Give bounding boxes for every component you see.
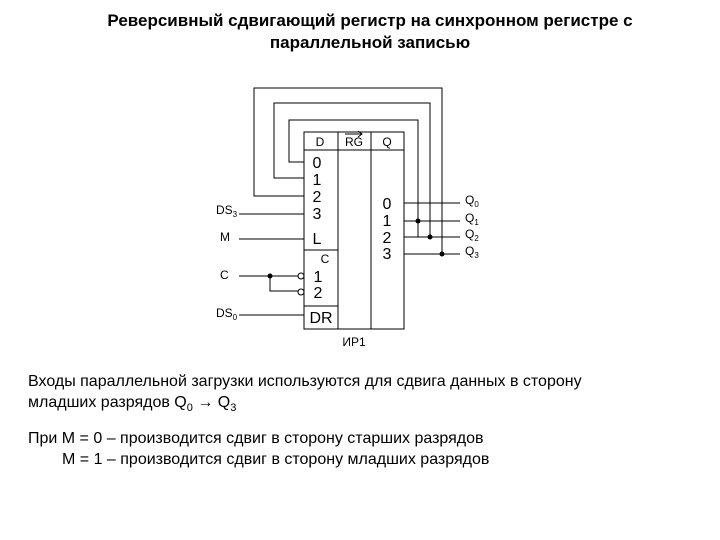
label-ds3: $DS_3$ — [216, 203, 238, 219]
wire-loop-d2 — [254, 88, 442, 254]
label-q1: $Q_1$ — [465, 211, 479, 227]
q-output-1: 1 — [382, 213, 392, 230]
label-q3: $Q_3$ — [465, 244, 479, 260]
label-c: C — [220, 268, 229, 282]
d-input-0: 0 — [312, 155, 322, 172]
junction-q3 — [440, 252, 445, 257]
header-d: D — [315, 135, 325, 149]
clock-label: C — [320, 252, 330, 266]
header-q: Q — [382, 135, 392, 149]
title-line-2: параллельной записью — [269, 33, 471, 52]
label-q0: $Q_0$ — [465, 193, 479, 209]
p1-line-2: младших разрядов $Q_0 \to Q_3$ — [28, 394, 237, 415]
paragraph-mode — [28, 428, 698, 470]
title-line-1: Реверсивный сдвигающий регистр на синхронном регистре с — [107, 11, 633, 30]
q-output-2: 2 — [382, 230, 392, 247]
junction-c — [268, 274, 273, 279]
d-input-1: 1 — [312, 172, 322, 189]
label-q2: $Q_2$ — [465, 227, 479, 243]
header-rg: RG — [345, 135, 363, 149]
wire-loop-d1 — [274, 103, 430, 237]
d-input-2: 2 — [312, 189, 322, 206]
d-input-3: 3 — [312, 206, 322, 223]
q-output-0: 0 — [382, 196, 392, 213]
p2-line-2: M = 1 – производится сдвиг в сторону младших разрядов — [62, 451, 490, 468]
junction-q1 — [416, 219, 421, 224]
load-label: L — [312, 231, 322, 248]
dr-label: DR — [309, 310, 333, 327]
clock-input-1: 1 — [313, 269, 323, 286]
paragraph-parallel-load — [28, 371, 698, 419]
p1-line-1: Входы параллельной загрузки используются для сдвига данных в сторону — [28, 373, 582, 390]
clock-inversion-1 — [298, 273, 304, 279]
label-m: M — [220, 230, 230, 244]
q-output-3: 3 — [382, 246, 392, 263]
p2-line-1: При M = 0 – производится сдвиг в сторону старших разрядов — [28, 430, 484, 447]
wire-c2 — [239, 276, 298, 291]
chip-name: ИР1 — [342, 335, 366, 349]
clock-inversion-2 — [298, 289, 304, 295]
label-ds0: $DS_0$ — [216, 306, 238, 322]
junction-q2 — [428, 235, 433, 240]
clock-input-2: 2 — [313, 285, 323, 302]
